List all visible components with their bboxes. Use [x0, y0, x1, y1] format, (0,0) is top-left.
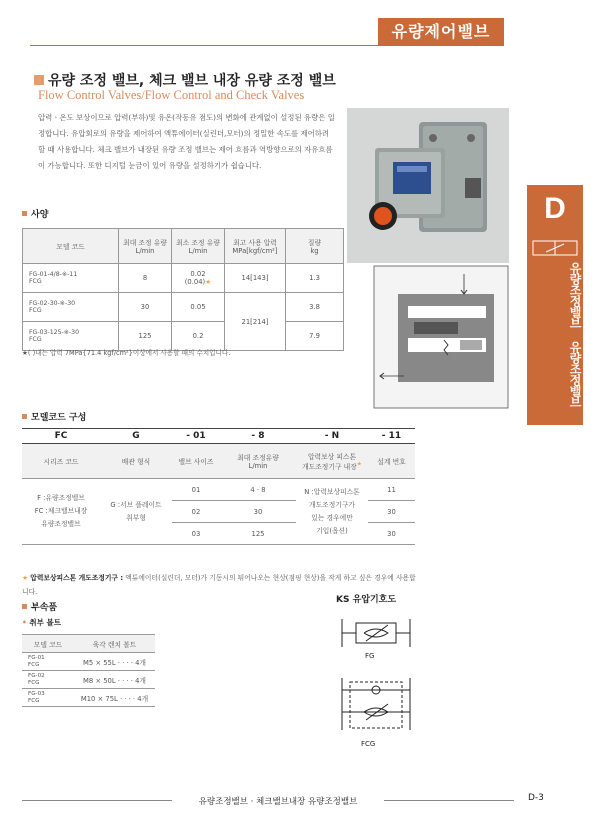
weight-cell: 1.3	[286, 264, 344, 293]
header-rule	[30, 45, 504, 46]
title-bullet-icon	[34, 75, 44, 85]
star-icon: ★	[22, 574, 31, 582]
table-row: FG-02 FCG M8 × 50L · · · · 4개	[22, 671, 155, 689]
title-text: 유량 조정 밸브, 체크 밸브 내장 유량 조정 밸브	[48, 73, 336, 89]
page-section-title: 유량제어밸브	[391, 22, 491, 41]
min-flow-cell: 0.05	[172, 293, 225, 322]
section-bullet-icon	[22, 414, 27, 419]
page-subtitle: Flow Control Valves/Flow Control and Check Valves	[38, 88, 305, 102]
table-row: FG-03 FCG M10 × 75L · · · · 4개	[22, 689, 155, 707]
spec-note: ★( )내는 압력 7MPa{71.4 kgf/cm²}이상에서 사용할 때의 수치입니다.	[22, 349, 231, 357]
model-code-table	[22, 428, 415, 545]
option-cell: N :압력보상피스톤 개도조정기구가 있는 경우에만 기입(옵션)	[296, 479, 368, 545]
code-row: FC G - 01 - 8 - N - 11	[22, 429, 415, 444]
product-photo	[347, 108, 509, 263]
side-tab-text-1: 체크밸브내장	[582, 262, 596, 328]
fg-symbol-label: FG	[365, 652, 375, 660]
fg-symbol-icon	[336, 615, 416, 651]
max-flow-cell: 8	[119, 264, 172, 293]
spec-header-min-flow: 최소 조정 유량 L/min	[172, 229, 225, 264]
fcg-symbol-label: FCG	[361, 740, 376, 748]
page-title	[34, 70, 336, 90]
min-flow-cell: 0.2	[172, 322, 225, 351]
label-row: 시리즈 코드 배관 형식 밸브 사이즈 최대 조정유량 L/min 압력보상 피스톤 개도조정기구 내장★ 설계 번호	[22, 444, 415, 479]
section-bullet-icon	[22, 604, 27, 609]
weight-cell: 7.9	[286, 322, 344, 351]
spec-header-model: 모델 코드	[23, 229, 119, 264]
max-flow-cell: 30	[119, 293, 172, 322]
side-tab-text-2: 유량조정밸브 유량조정밸브	[568, 262, 582, 407]
symbol-title: KS 유압기호도	[336, 595, 397, 605]
model-code-cell: FG-03-125-※-30 FCG	[23, 322, 119, 351]
fcg-symbol-icon	[336, 672, 416, 736]
table-row: 02 30 30	[22, 501, 415, 523]
side-tab-letter: D	[544, 192, 566, 225]
intro-paragraph: 압력ㆍ온도 보상이므로 압력(부하)및 유온(작동유 점도)의 변화에 관계없이 설정된 유량은 일정합니다. 유압회로의 유량을 제어하여 액튜에이터(실린더,모터)의 정밀한 속도를 제어하려 할 때 사용합니다. 체크 밸브가 내장된 유량 조정 밸브는 제어 흐름과 역방향으로의 자유흐름이 가능합니다. 또한 디지털 눈금이 있어 유량을 설정하기가 쉽습니다.	[38, 113, 335, 170]
bolt-table: 모델 코드 육각 렌치 볼트 FG-01 FCG M5 × 55L · · · · 4개 FG-02 FCG M8 × 50L · · · · 4개 FG-03 FCG M10 × 75L · · · · 4개	[22, 634, 155, 707]
bolt-subtitle: • 취부 볼트	[22, 618, 61, 627]
table-row: F :유량조정밸브 FC :체크밸브내장 유량조정밸브 G :서브 플레이트 취부형 01 4 · 8 N :압력보상피스톤 개도조정기구가 있는 경우에만 기입(옵션) 11	[22, 479, 415, 501]
spec-table	[22, 228, 344, 351]
spec-header-pressure: 최고 사용 압력 MPa[kgf/cm²]	[225, 229, 286, 264]
footer-text: 유량조정밸브 · 체크밸브내장 유량조정밸브	[198, 797, 358, 807]
table-row: 03 125 30	[22, 523, 415, 545]
pressure-cell: 21[214]	[225, 293, 286, 351]
piping-cell: G :서브 플레이트 취부형	[100, 479, 172, 545]
table-row	[23, 264, 344, 293]
piston-note: ★ 압력보상피스톤 개도조정기구 : 액튜에이터(실린더, 모터)가 기동시의 튀어나오는 현상(점핑 현상)을 작게 하고 싶은 경우에 사용합니다.	[22, 574, 416, 596]
min-flow-cell: 0.02 (0.04)★	[172, 264, 225, 293]
series-cell: F :유량조정밸브 FC :체크밸브내장 유량조정밸브	[22, 479, 100, 545]
spec-section-title: 사양	[22, 207, 48, 220]
table-row: FG-01 FCG M5 × 55L · · · · 4개	[22, 653, 155, 671]
spec-header-weight: 질량 kg	[286, 229, 344, 264]
model-code-cell: FG-01-4/8-※-11 FCG	[23, 264, 119, 293]
model-code-cell: FG-02-30-※-30 FCG	[23, 293, 119, 322]
section-bullet-icon	[22, 211, 27, 216]
table-row	[23, 293, 344, 322]
pressure-cell: 14[143]	[225, 264, 286, 293]
model-code-section-title: 모델코드 구성	[22, 410, 86, 423]
max-flow-cell: 125	[119, 322, 172, 351]
weight-cell: 3.8	[286, 293, 344, 322]
accessories-section-title: 부속품	[22, 600, 57, 613]
page-number: D-3	[528, 793, 544, 803]
spec-header-max-flow: 최대 조정 유량 L/min	[119, 229, 172, 264]
cross-section-diagram	[374, 266, 508, 408]
side-tab-symbol-icon	[532, 240, 578, 256]
